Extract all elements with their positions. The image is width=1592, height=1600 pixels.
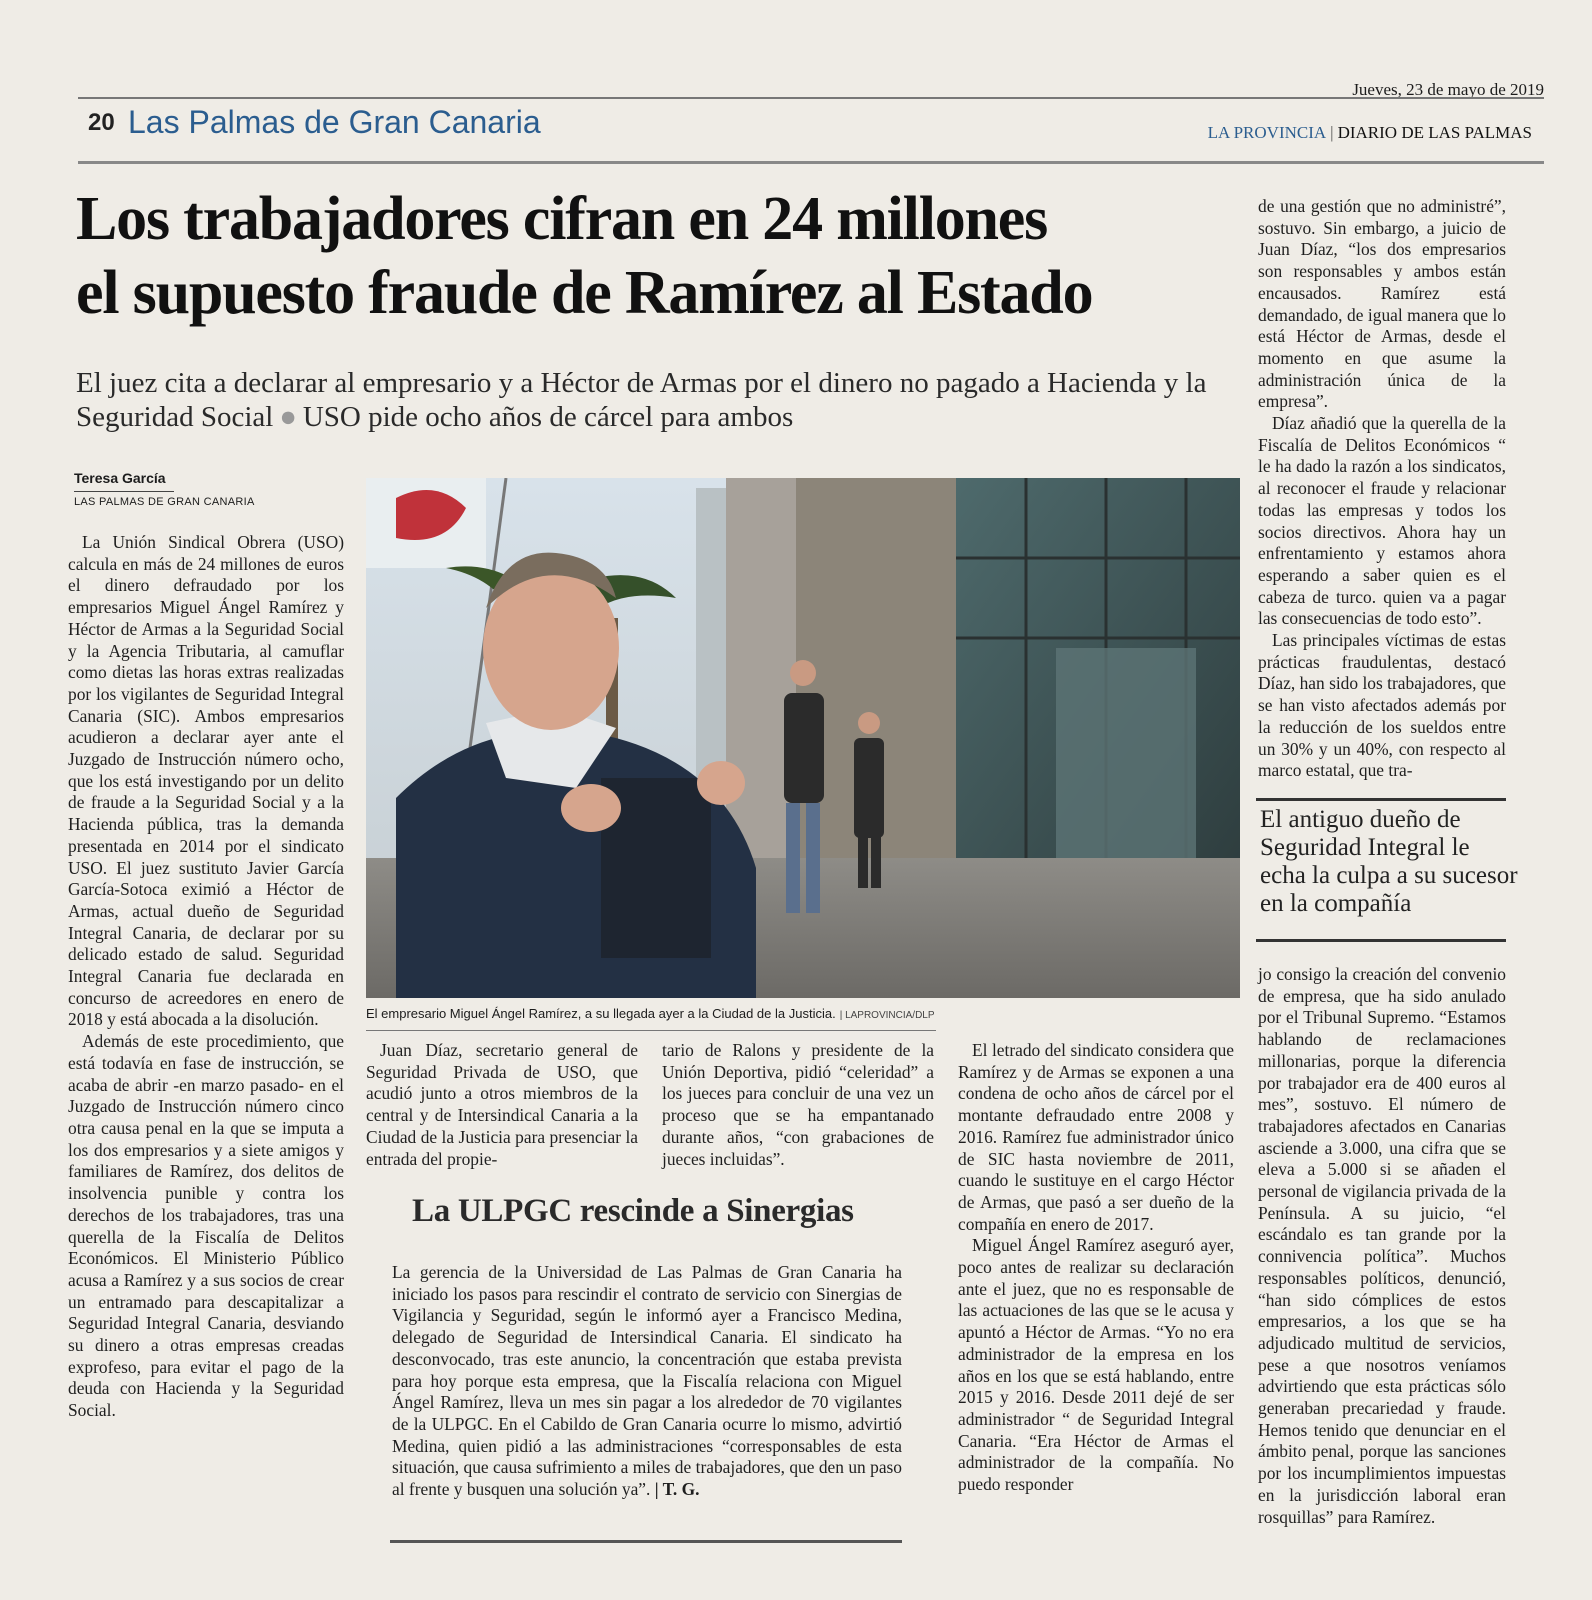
article-column-5 — [1258, 196, 1506, 782]
byline-location: LAS PALMAS DE GRAN CANARIA — [74, 496, 255, 508]
subheadline — [76, 366, 1236, 434]
sidebar-text: La gerencia de la Universidad de Las Palmas de Gran Canaria ha iniciado los pasos para rescindir el contrato de servicio con Sinergias de Vigilancia y Seguridad, según le informó ayer a Francisco Medina, delegado de Seguridad de Intersindical Canaria. El sindicato ha desconvocado, tras este anuncio, la concentración que estaba prevista para hoy porque esta empresa, que la Fiscalía relaciona con Miguel Ángel Ramírez, lleva un mes sin pagar a los alrededor de 70 vigilantes de la ULPGC. En el Cabildo de Gran Canaria ocurre lo mismo, advirtió Medina, quien pidió a las administraciones “corresponsables de esta situación, que causa sufrimiento a miles de trabajadores, que den un paso al frente y busquen una solución ya”. — [392, 1262, 902, 1500]
bullet-separator: ● — [279, 401, 297, 433]
sidebar-signature: | T. G. — [654, 1479, 700, 1500]
paragraph: La Unión Sindical Obrera (USO) calcula en más de 24 millones de euros el dinero defraudado por los empresarios Miguel Ángel Ramírez y Héctor de Armas a la Seguridad Social y la Agencia Tributaria, al camuflar como dietas las horas extras realizadas por los vigilantes de Seguridad Integral Canaria (SIC). Ambos empresarios acudieron a declarar ayer ante el Juzgado de Instrucción número ocho, que los está investigando por un delito de fraude a la Seguridad Social y a la Hacienda pública, tras la demanda presentada en 2014 por el sindicato USO. El juez sustituto Javier García García-Sotoca eximió a Héctor de Armas, actual dueño de Seguridad Integral Canaria, de declarar por su delicado estado de salud. Seguridad Integral Canaria fue declarada en concurso de acreedores en enero de 2018 y está abocada a la disolución. — [68, 532, 344, 1030]
photo-credit: | LAPROVINCIA/DLP — [839, 1010, 935, 1021]
paragraph: Además de este procedimiento, que está todavía en fase de instrucción, se acaba de abrir -en marzo pasado- en el Juzgado de Instrucción número cinco otra causa penal en la que se imputa a los dos empresarios y a siete amigos y familiares de Ramírez, dos delitos de insolvencia punible y contra los derechos de los trabajadores, tras una querella de la Fiscalía de Delitos Económicos. El Ministerio Público acusa a Ramírez y a sus socios de crear un entramado para descapitalizar a Seguridad Integral Canaria, desviando su dinero a otras empresas creadas exprofeso, para evitar el pago de la deuda con Hacienda y la Seguridad Social. — [68, 1031, 344, 1421]
paragraph: Díaz añadió que la querella de la Fiscalía de Delitos Económicos “ le ha dado la razón a los sindicatos, al reconocer el fraude y relacionar todas las empresas y todos los socios directivos. Ahora hay un enfrentamiento y estamos ahora esperando a saber quien es el cabeza de turco. quien va a pagar las consecuencias de todo esto”. — [1258, 413, 1506, 629]
publication-diario: DIARIO DE LAS PALMAS — [1337, 123, 1532, 142]
section-title: Las Palmas de Gran Canaria — [128, 104, 541, 140]
paragraph: Juan Díaz, secretario general de Seguridad Privada de USO, que acudió junto a otros miembros de la central y de Intersindical Canaria a la Ciudad de la Justicia para presenciar la entrada del propie- — [366, 1040, 638, 1169]
paragraph: El letrado del sindicato considera que Ramírez y de Armas se exponen a una condena de ocho años de cárcel por el montante defraudado entre 2008 y 2016. Ramírez fue administrador único de SIC hasta noviembre de 2011, cuando le sustituye en el cargo Héctor de Armas, que pasó a ser dueño de la compañía en enero de 2017. — [958, 1040, 1234, 1234]
pullquote: El antiguo dueño de Seguridad Integral le echa la culpa a su sucesor en la compañía — [1260, 806, 1518, 917]
sidebar-body — [392, 1262, 902, 1501]
caption-text: El empresario Miguel Ángel Ramírez, a su llegada ayer a la Ciudad de la Justicia. — [366, 1006, 836, 1021]
photo-illustration — [366, 478, 1240, 998]
paragraph: jo consigo la creación del convenio de empresa, que ha sido anulado por el Tribunal Supremo. “Estamos hablando de reclamaciones millonarias, porque la diferencia por trabajador era de 400 euros al mes”, sostuvo. El número de trabajadores afectados en Canarias asciende a 3.000, una cifra que se eleva a 5.000 si se añaden el personal de vigilancia privada de la Península. A su juicio, “el escándalo es tan grande por la connivencia política”. Muchos responsables políticos, denunció, “han sido cómplices de estos empresarios, a los que se ha adjudicado multitud de servicios, pese a que nosotros veníamos advirtiendo que esta prácticas sólo generaban precariedad y fraude. Hemos tenido que denunciar en el ámbito penal, porque las sanciones por los incumplimientos impuestas en la jurisdicción laboral eran rosquillas” para Ramírez. — [1258, 964, 1506, 1527]
news-photo — [366, 478, 1240, 998]
byline-rule — [74, 491, 174, 492]
page-number: 20 — [88, 109, 115, 136]
header-rule — [78, 97, 1544, 99]
issue-date: Jueves, 23 de mayo de 2019 — [1352, 80, 1544, 99]
header-rule-bottom — [78, 161, 1544, 164]
sidebar-rule — [390, 1540, 902, 1543]
pullquote-rule-top — [1256, 798, 1506, 801]
byline-author: Teresa García — [74, 470, 166, 486]
paragraph — [392, 1262, 902, 1501]
sidebar-title: La ULPGC rescinde a Sinergias — [412, 1193, 854, 1229]
article-column-4 — [958, 1040, 1234, 1496]
subhead-part-2: USO pide ocho años de cárcel para ambos — [302, 401, 794, 433]
headline-line-1: Los trabajadores cifran en 24 millones — [76, 185, 1048, 253]
article-column-1 — [68, 532, 344, 1422]
paragraph: Las principales víctimas de estas prácticas fraudulentas, destacó Díaz, han sido los trabajadores, que se han visto afectados además por la reducción de los sueldos entre un 30% y un 40%, con respecto al marco estatal, que tra- — [1258, 630, 1506, 781]
publication-names: LA PROVINCIA | DIARIO DE LAS PALMAS — [1207, 123, 1532, 142]
caption-rule — [366, 1030, 936, 1031]
photo-caption — [366, 1006, 935, 1021]
pullquote-rule-bottom — [1256, 939, 1506, 942]
article-column-5-continued — [1258, 964, 1506, 1528]
headline — [76, 182, 1206, 330]
article-column-2 — [366, 1040, 638, 1170]
article-column-3 — [662, 1040, 934, 1170]
paragraph: Miguel Ángel Ramírez aseguró ayer, poco antes de realizar su declaración ante el juez, que no es responsable de las actuaciones de las que se le acusa y apuntó a Héctor de Armas. “Yo no era administrador de la empresa en los años en los que se está hablando, entre 2015 y 2016. Desde 2011 dejé de ser administrador “ de Seguridad Integral Canaria. “Era Héctor de Armas el administrador de la compañía. No puedo responder — [958, 1235, 1234, 1495]
paragraph: tario de Ralons y presidente de la Unión Deportiva, pidió “celeridad” a los jueces para concluir de una vez un proceso que se ha empantanado durante años, “con grabaciones de jueces incluidas”. — [662, 1040, 934, 1169]
publication-la-provincia: LA PROVINCIA — [1207, 123, 1327, 142]
subhead-part-1: El juez cita a declarar al empresario y a Héctor de Armas por el dinero no pagado a Hacienda y la Seguridad Social — [76, 367, 1207, 433]
headline-line-2: el supuesto fraude de Ramírez al Estado — [76, 259, 1093, 327]
paragraph: de una gestión que no administré”, sostuvo. Sin embargo, a juicio de Juan Díaz, “los dos empresarios son responsables y ambos están encausados. Ramírez está demandado, de igual manera que lo está Héctor de Armas, desde el momento en que asume la administración única de la empresa”. — [1258, 196, 1506, 412]
